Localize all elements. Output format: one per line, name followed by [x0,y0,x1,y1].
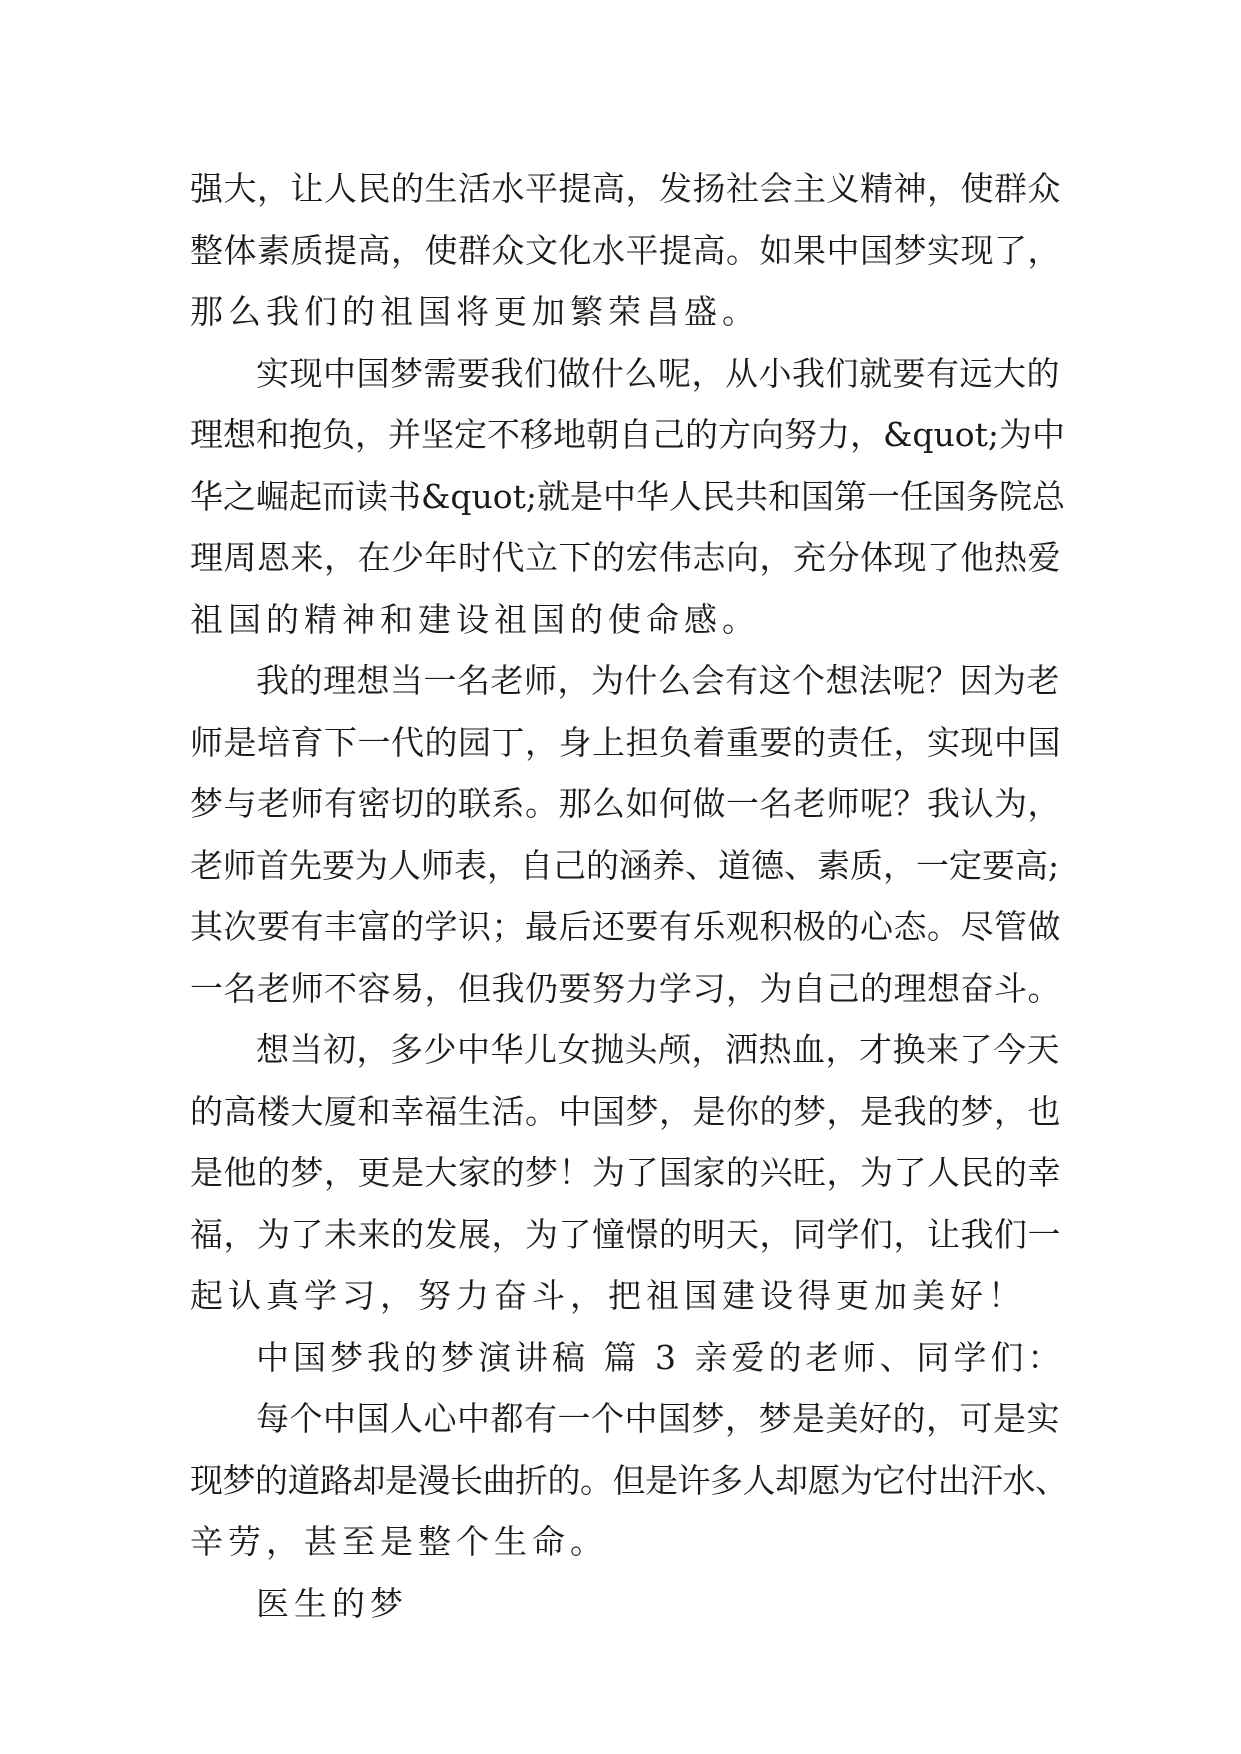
text-line: 每个中国人心中都有一个中国梦，梦是美好的，可是实 [256,1399,1060,1438]
text-line: 祖国的精神和建设祖国的使命感。 [190,599,760,639]
text-line: 是他的梦，更是大家的梦！为了国家的兴旺，为了人民的幸 [190,1153,1061,1192]
document-body [190,158,1070,1634]
text-line: 起认真学习，努力奋斗，把祖国建设得更加美好！ [190,1276,1026,1315]
text-line: 老师首先要为人师表，自己的涵养、道德、素质，一定要高; [190,845,1060,885]
text-line: 现梦的道路却是漫长曲折的。但是许多人却愿为它付出汗水、 [190,1460,1068,1500]
text-line: 辛劳，甚至是整个生命。 [190,1522,608,1561]
text-line: 那么我们的祖国将更加繁荣昌盛。 [190,292,760,331]
text-line: 一名老师不容易，但我仍要努力学习，为自己的理想奋斗。 [190,968,1061,1008]
text-line: 中国梦我的梦演讲稿 篇 3 亲爱的老师、同学们： [256,1337,1065,1377]
text-line: 我的理想当一名老师，为什么会有这个想法呢？因为老 [256,661,1060,700]
text-line: 想当初，多少中华儿女抛头颅，洒热血，才换来了今天 [256,1030,1060,1069]
text-line: 理想和抱负，并坚定不移地朝自己的方向努力，&quot;为中 [190,415,1065,454]
text-line: 福，为了未来的发展，为了憧憬的明天，同学们，让我们一 [190,1214,1061,1254]
text-line: 师是培育下一代的园丁，身上担负着重要的责任，实现中国 [190,722,1061,762]
text-line: 其次要有丰富的学识；最后还要有乐观积极的心态。尽管做 [190,907,1061,946]
text-line: 实现中国梦需要我们做什么呢，从小我们就要有远大的 [256,353,1060,393]
text-line: 强大，让人民的生活水平提高，发扬社会主义精神，使群众 [190,169,1061,208]
text-line: 华之崛起而读书&quot;就是中华人民共和国第一任国务院总 [190,476,1065,516]
text-line: 梦与老师有密切的联系。那么如何做一名老师呢？我认为， [190,784,1061,823]
text-line: 的高楼大厦和幸福生活。中国梦，是你的梦，是我的梦，也 [190,1091,1061,1131]
text-line: 理周恩来，在少年时代立下的宏伟志向，充分体现了他热爱 [190,538,1061,577]
text-line: 医生的梦 [256,1583,408,1623]
text-line: 整体素质提高，使群众文化水平提高。如果中国梦实现了， [190,230,1061,270]
